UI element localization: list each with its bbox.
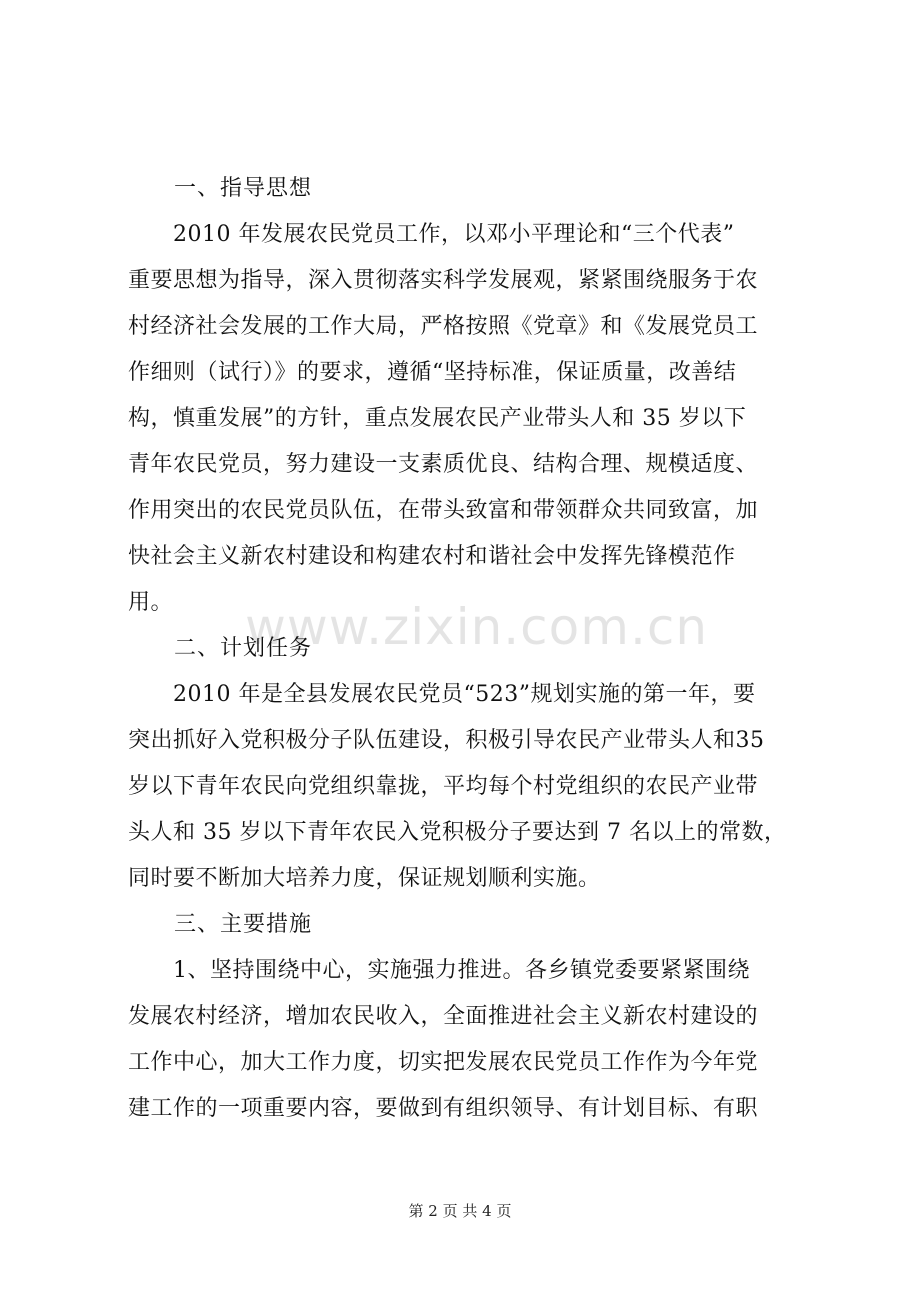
section-heading-main-measures: 三、主要措施 (128, 912, 313, 937)
paragraph-line: 用。 (128, 590, 174, 615)
page-number-footer: 第 2 页 共 4 页 (408, 1202, 512, 1220)
paragraph-line: 建工作的一项重要内容，要做到有组织领导、有计划目标、有职 (128, 1096, 759, 1121)
paragraph-line: 同时要不断加大培养力度，保证规划顺利实施。 (128, 866, 601, 891)
paragraph-line: 1、坚持围绕中心，实施强力推进。各乡镇党委要紧紧围绕 (128, 958, 750, 983)
paragraph-line: 工作中心，加大工作力度，切实把发展农民党员工作作为今年党 (128, 1050, 759, 1075)
paragraph-line: 2010 年是全县发展农民党员“523”规划实施的第一年，要 (128, 682, 756, 707)
paragraph-line: 青年农民党员，努力建设一支素质优良、结构合理、规模适度、 (128, 452, 759, 477)
paragraph-line: 岁以下青年农民向党组织靠拢，平均每个村党组织的农民产业带 (128, 774, 759, 799)
paragraph-line: 作用突出的农民党员队伍，在带头致富和带领群众共同致富，加 (128, 498, 759, 523)
paragraph-line: 作细则（试行）》的要求，遵循“坚持标准，保证质量，改善结 (128, 360, 737, 385)
paragraph-line: 重要思想为指导，深入贯彻落实科学发展观，紧紧围绕服务于农 (128, 268, 759, 293)
section-heading-guiding-ideology: 一、指导思想 (128, 176, 313, 201)
paragraph-line: 发展农村经济，增加农民收入，全面推进社会主义新农村建设的 (128, 1004, 759, 1029)
paragraph-line: 快社会主义新农村建设和构建农村和谐社会中发挥先锋模范作 (128, 544, 736, 569)
site-watermark: www.zixin.com.cn (245, 598, 709, 656)
paragraph-line: 村经济社会发展的工作大局，严格按照《党章》和《发展党员工 (128, 314, 759, 339)
paragraph-line: 构，慎重发展”的方针，重点发展农民产业带头人和 35 岁以下 (128, 406, 747, 431)
paragraph-line: 2010 年发展农民党员工作，以邓小平理论和“三个代表” (128, 222, 735, 247)
paragraph-line: 突出抓好入党积极分子队伍建设，积极引导农民产业带头人和35 (128, 728, 765, 753)
paragraph-line: 头人和 35 岁以下青年农民入党积极分子要达到 7 名以上的常数， (128, 820, 787, 845)
section-heading-plan-tasks: 二、计划任务 (128, 636, 313, 661)
